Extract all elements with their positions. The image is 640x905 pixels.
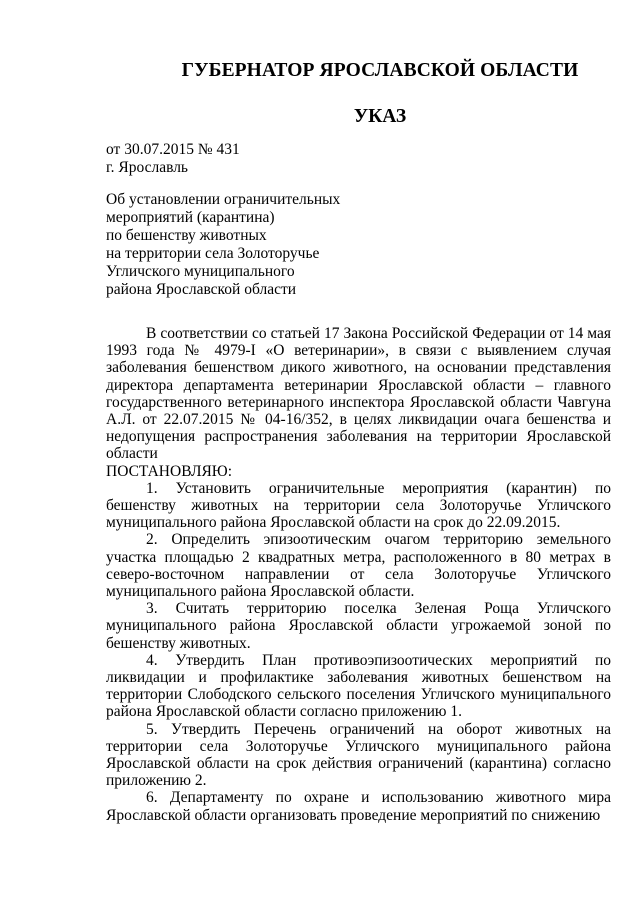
decree-date-number: от 30.07.2015 № 431 <box>106 141 240 158</box>
decree-item-4: 4. Утвердить План противоэпизоотических мероприятий по ликвидации и профилактике заболевания животных бешенством на территории Слободского сельского поселения Угличского муниципального района Ярославской области согласно приложению 1. <box>106 651 611 721</box>
preamble-paragraph: В соответствии со статьей 17 Закона Российской Федерации от 14 мая 1993 года № 4979-I «О ветеринарии», в связи с выявлением случая заболевания бешенством дикого животного, на основании представления директора департамента ветеринарии Ярославской области – главного государственного ветеринарного инспектора Ярославской области Чавгуна А.Л. от 22.07.2015 № 04-16/352, в целях ликвидации очага бешенства и недопущения распространения заболевания на территории Ярославской области <box>106 325 611 463</box>
decree-item-2: 2. Определить эпизоотическим очагом территорию земельного участка площадью 2 квадратных метра, расположенного в 80 метрах в северо-восточном направлении от села Золоторучье Угличского муниципального района Ярославской области. <box>106 531 611 601</box>
decree-type-title: УКАЗ <box>353 106 407 127</box>
subject-line: мероприятий (карантина) <box>106 209 275 226</box>
decree-item-5: 5. Утвердить Перечень ограничений на оборот животных на территории села Золоторучье Угличского муниципального района Ярославской области на срок действия ограничений (карантина) согласно приложению 2. <box>106 720 611 790</box>
decree-city: г. Ярославль <box>106 159 188 176</box>
subject-line: Об установлении ограничительных <box>106 191 341 208</box>
decree-subject <box>106 191 340 299</box>
decree-item-3: 3. Считать территорию поселка Зеленая Роща Угличского муниципального района Ярославской области угрожаемой зоной по бешенству животных. <box>106 600 611 652</box>
subject-line: по бешенству животных <box>106 227 267 244</box>
decree-word: ПОСТАНОВЛЯЮ: <box>106 462 233 480</box>
subject-line: на территории села Золоторучье <box>106 245 320 262</box>
governor-title: ГУБЕРНАТОР ЯРОСЛАВСКОЙ ОБЛАСТИ <box>181 60 579 81</box>
subject-line: района Ярославской области <box>106 281 297 298</box>
subject-line: Угличского муниципального <box>106 263 295 280</box>
decree-item-6: 6. Департаменту по охране и использованию животного мира Ярославской области организовать проведение мероприятий по снижению <box>106 789 611 824</box>
decree-meta <box>106 141 240 177</box>
decree-body <box>106 325 611 824</box>
decree-item-1: 1. Установить ограничительные мероприятия (карантин) по бешенству животных на территории села Золоторучье Угличского муниципального района Ярославской области на срок до 22.09.2015. <box>106 479 611 532</box>
